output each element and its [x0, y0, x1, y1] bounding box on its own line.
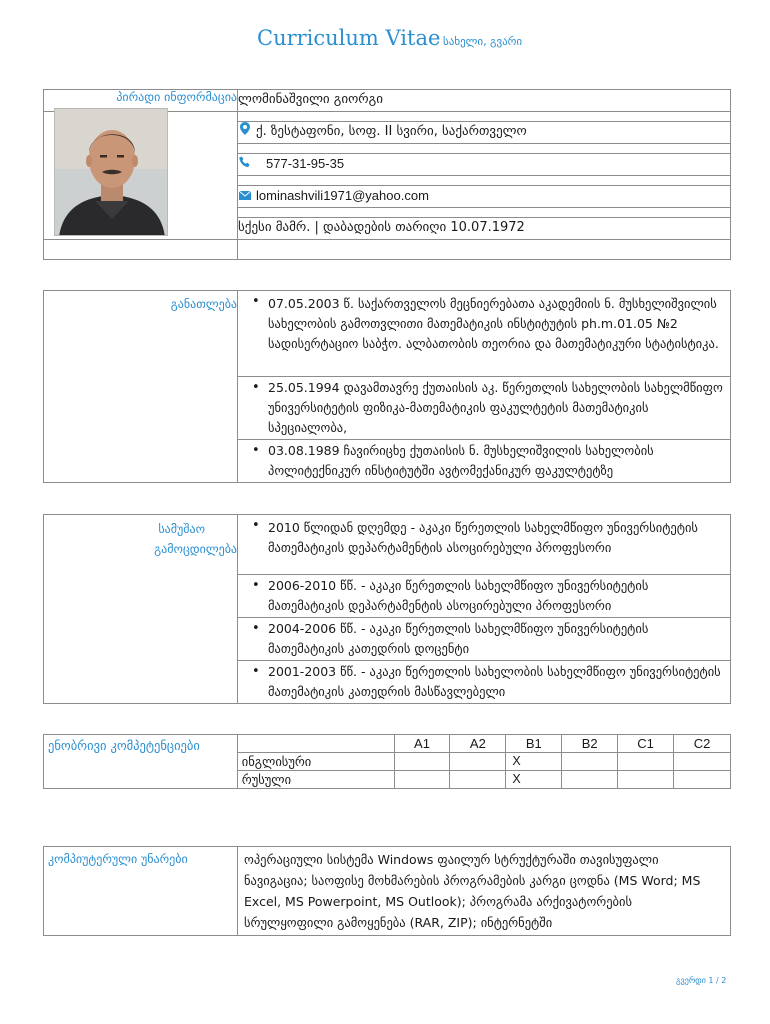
level-mark	[674, 753, 731, 771]
work-label-line1: სამუშაო	[158, 522, 205, 536]
education-label: განათლება	[44, 291, 238, 483]
title-row	[0, 26, 770, 56]
level-mark	[394, 753, 450, 771]
level-mark	[450, 753, 506, 771]
work-item: • 2010 წლიდან დღემდე - აკაკი წერეთლის სახელმწიფო უნივერსიტეტის მათემატიკის დეპარტამენტის ასოცირებული პროფესორი	[238, 515, 731, 575]
address-text: ქ. ზესტაფონი, სოფ. II სვირი, საქართველო	[256, 124, 527, 139]
language-name: რუსული	[237, 771, 394, 789]
education-item: • 07.05.2003 წ. საქართველოს მეცნიერებათა აკადემიის ნ. მუსხელიშვილის სახელობის გამოთვლითი მათემატიკის ინსტიტუტის ph.m.01.05 №2 სადისერტაციო საბჭო. ალბათობის თეორია და მათემატიკური სტატისტიკა.	[238, 291, 731, 377]
level-mark: X	[506, 753, 562, 771]
phone-number: 577-31-95-35	[266, 156, 345, 171]
level-mark: X	[506, 771, 562, 789]
email-row	[238, 186, 731, 208]
work-label-line2: გამოცდილება	[154, 542, 237, 556]
level-mark	[394, 771, 450, 789]
level-mark	[450, 771, 506, 789]
level-mark	[562, 771, 618, 789]
level-header: B2	[562, 735, 618, 753]
level-mark	[618, 753, 674, 771]
personal-info-label: პირადი ინფორმაცია	[44, 90, 238, 112]
level-header: B1	[506, 735, 562, 753]
level-header: C2	[674, 735, 731, 753]
email-address[interactable]: lominashvili1971@yahoo.com	[256, 188, 429, 203]
level-mark	[618, 771, 674, 789]
page-number: გვერდი 1 / 2	[676, 976, 727, 985]
language-name: ინგლისური	[237, 753, 394, 771]
full-name: ლომინაშვილი გიორგი	[238, 90, 731, 112]
computer-skills-text: ოპერაციული სისტემა Windows ფაილურ სტრუქტურაში თავისუფალი ნავიგაცია; საოფისე მოხმარების პროგრამების კარგი ცოდნა (MS Word; MS Excel, MS Powerpoint, MS Outlook); პროგრამა არქივატორების სრულყოფილი გამოყენება (RAR, ZIP); ინტერნეტში	[238, 847, 731, 936]
level-mark	[562, 753, 618, 771]
gender-dob: სქესი მამრ. | დაბადების თარიღი 10.07.1972	[238, 218, 731, 240]
level-mark	[674, 771, 731, 789]
level-header: A1	[394, 735, 450, 753]
phone-icon	[238, 155, 252, 174]
phone-row	[238, 154, 731, 176]
work-experience-label	[44, 515, 238, 704]
language-label: ენობრივი კომპეტენციები	[44, 735, 238, 789]
education-item: • 25.05.1994 დავამთავრე ქუთაისის აკ. წერეთლის სახელობის სახელმწიფო უნივერსიტეტის ფიზიკა-მათემატიკის ფაკულტეტის მათემატიკის სპეციალობა,	[238, 377, 731, 440]
profile-photo	[54, 108, 168, 236]
work-experience-table	[43, 514, 731, 704]
work-item: • 2001-2003 წწ. - აკაკი წერეთლის სახელობის სახელმწიფო უნივერსიტეტის მათემატიკის კათედრის მასწავლებელი	[238, 661, 731, 704]
work-item: • 2006-2010 წწ. - აკაკი წერეთლის სახელმწიფო უნივერსიტეტის მათემატიკის დეპარტამენტის ასოცირებული პროფესორი	[238, 575, 731, 618]
location-pin-icon	[238, 122, 252, 141]
level-header: A2	[450, 735, 506, 753]
computer-skills-label: კომპიუტერული უნარები	[44, 847, 238, 936]
education-table	[43, 290, 731, 483]
address-row	[238, 122, 731, 144]
name-placeholder: სახელი, გვარი	[443, 35, 523, 48]
mail-icon	[238, 187, 252, 206]
cv-title: Curriculum Vitae	[257, 26, 441, 50]
level-header: C1	[618, 735, 674, 753]
work-item: • 2004-2006 წწ. - აკაკი წერეთლის სახელმწიფო უნივერსიტეტის მათემატიკის კათედრის დოცენტი	[238, 618, 731, 661]
language-table	[43, 734, 731, 789]
computer-skills-table	[43, 846, 731, 936]
education-item: • 03.08.1989 ჩავირიცხე ქუთაისის ნ. მუსხელიშვილის სახელობის პოლიტექნიკურ ინსტიტუტში ავტომექანიკურ ფაკულტეტზე	[238, 440, 731, 483]
